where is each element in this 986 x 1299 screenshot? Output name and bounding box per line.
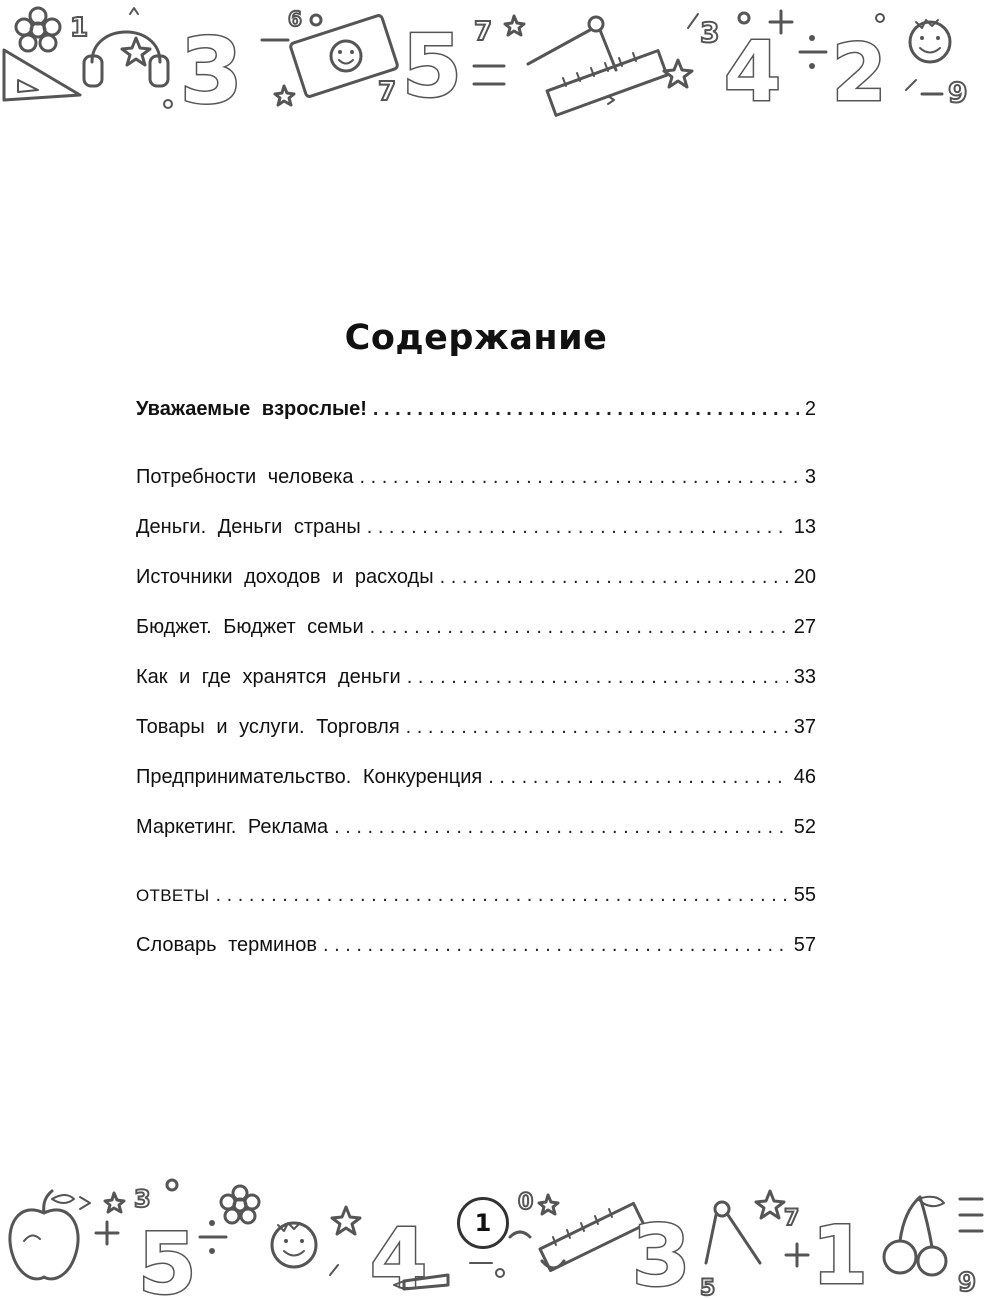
toc-entry-title: Уважаемые взрослые! [136,398,367,420]
star-icon [332,1207,360,1234]
smiley-face-icon [272,1223,316,1267]
decor-digit: 3 [700,16,720,49]
star-icon [505,16,524,35]
toc-entry-title: Как и где хранятся деньги [136,666,401,688]
toc-entry-title: Источники доходов и расходы [136,566,434,588]
toc-entry[interactable] [136,566,816,596]
toc-leader-dots [373,398,799,421]
decor-digit: 9 [958,1268,977,1298]
toc-entry[interactable] [136,666,816,696]
toc-entry-title: Деньги. Деньги страны [136,516,361,538]
decor-digit: 9 [948,76,968,109]
decor-digit: 3 [134,1185,151,1213]
decor-digit: 1 [70,13,89,43]
toc-leader-dots [323,934,788,957]
decor-digit: 6 [288,7,302,31]
toc-entry-page: 3 [804,466,816,488]
toc-entry-page: 33 [793,666,816,688]
toc-entry[interactable] [136,884,816,914]
toc-entry-page: 57 [793,934,816,956]
star-icon [539,1195,558,1214]
toc-entry-page: 37 [793,716,816,738]
toc-entry-title: Бюджет. Бюджет семьи [136,616,364,638]
toc-leader-dots [488,766,788,789]
toc-entry-page: 2 [804,398,816,420]
toc-entry[interactable] [136,466,816,496]
toc-entry-title: Потребности человека [136,466,354,488]
toc-entry-page: 46 [793,766,816,788]
page-title: Содержание [344,318,608,358]
star-icon [105,1193,124,1212]
toc-entry-page: 20 [793,566,816,588]
apple-icon [10,1191,78,1279]
decor-digit: 0 [518,1190,534,1215]
toc-entry[interactable] [136,616,816,646]
decor-digit: 1 [812,1209,868,1299]
toc-leader-dots [406,716,788,739]
equals-icon [474,66,504,84]
decor-digit: 7 [474,17,493,47]
toc-leader-dots [440,566,788,589]
star-icon [122,38,150,65]
toc-entry[interactable] [136,516,816,546]
top-doodle-border [0,0,986,125]
toc-entry[interactable] [136,716,816,746]
equals-icon [960,1199,982,1231]
decor-digit: 7 [378,77,397,107]
toc-entry-title: ОТВЕТЫ [136,886,210,905]
decor-digit: 7 [784,1206,800,1231]
decor-digit: 4 [724,25,782,120]
toc-entry-title: Предпринимательство. Конкуренция [136,766,483,788]
cherries-icon [884,1197,946,1275]
decor-digit: 5 [402,17,462,117]
toc-entry-page: 52 [793,816,816,838]
flower-icon [16,8,60,51]
decor-digit: 2 [832,29,887,119]
decor-digit: 3 [632,1207,691,1299]
table-of-contents [136,398,816,984]
smiley-face-icon [910,20,950,62]
decor-digit: 5 [700,1276,716,1299]
toc-entry-page: 27 [793,616,816,638]
toc-entry-title: Маркетинг. Реклама [136,816,329,838]
decor-digit: 4 [370,1212,428,1299]
toc-leader-dots [370,616,788,639]
flower-icon [221,1186,259,1223]
toc-entry-page: 55 [793,884,816,906]
plus-icon [96,1222,118,1244]
ruler-icon [547,51,667,116]
triangle-ruler-icon [4,50,80,100]
toc-leader-dots [407,666,788,689]
decor-digit: 3 [180,19,243,124]
headphones-icon [84,8,168,86]
toc-entry[interactable] [136,766,816,796]
compass-icon [706,1202,760,1263]
star-icon [275,86,294,105]
toc-entry-title: Товары и услуги. Торговля [136,716,400,738]
toc-entry[interactable] [136,934,816,964]
toc-entry-title: Словарь терминов [136,934,317,956]
compass-icon [528,17,616,70]
toc-leader-dots [216,884,788,907]
toc-leader-dots [367,516,788,539]
page-number: 1 [457,1197,509,1249]
star-icon [664,60,692,87]
decor-digit: 5 [138,1215,197,1299]
toc-entry[interactable] [136,398,816,428]
toc-leader-dots [359,466,798,489]
star-icon [756,1191,784,1218]
toc-entry[interactable] [136,816,816,846]
plus-icon [786,1244,808,1266]
toc-entry-page: 13 [793,516,816,538]
toc-leader-dots [334,816,788,839]
